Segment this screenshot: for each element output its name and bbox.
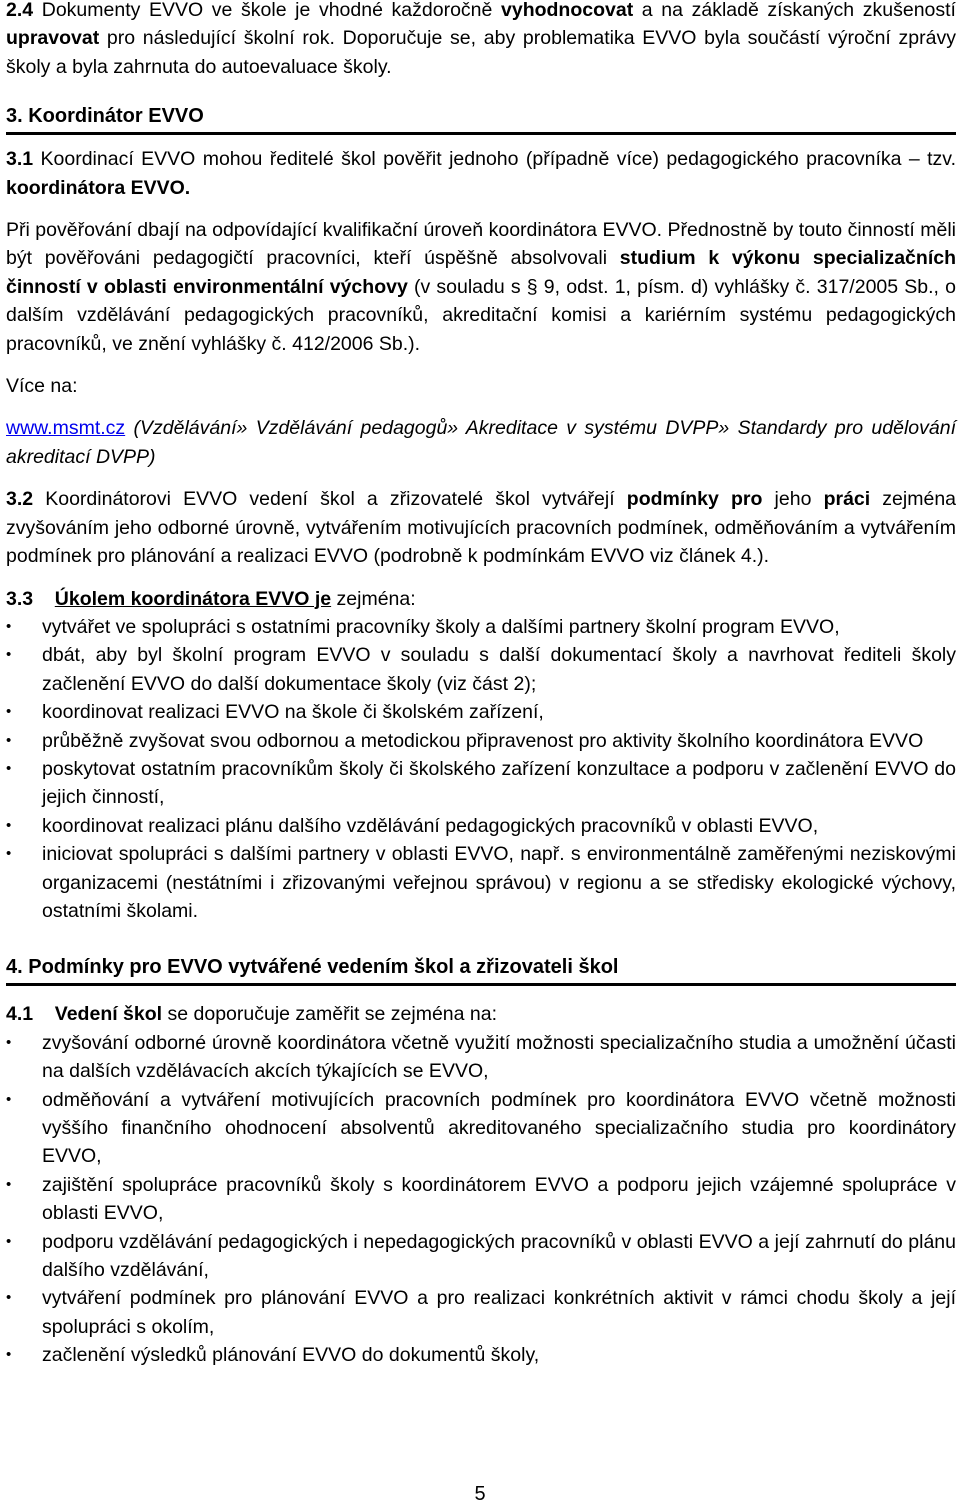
management-list	[6, 1029, 956, 1370]
bullet-icon: •	[6, 1090, 12, 1108]
msmt-link[interactable]: www.msmt.cz	[6, 417, 126, 440]
bullet-icon: •	[6, 1346, 12, 1364]
document-page	[6, 0, 956, 1370]
paragraph-3-2	[6, 485, 956, 570]
list-item	[6, 755, 956, 812]
list-item-text: zvyšování odborné úrovně koordinátora včetně využití možnosti specializačního studia a umožnění účasti na dalších vzdělávacích akcích týkajících se EVVO,	[42, 1031, 956, 1083]
bold-text: práci	[823, 488, 871, 511]
list-item	[6, 1341, 956, 1369]
list-item-text: zajištění spolupráce pracovníků školy s koordinátorem EVVO a podporu jejich vzájemné spolupráce v oblasti EVVO,	[42, 1173, 956, 1225]
text: , o dalším vzdělávání pedagogických pracovníků, akreditační komisi a kariérním systému pedagogických pracovníků, ve znění vyhlášky č. 412/2006 Sb.).	[6, 275, 956, 355]
text: zejména:	[331, 587, 416, 610]
paragraph-3-1	[6, 145, 956, 202]
list-item-text: iniciovat spolupráci s dalšími partnery v oblasti EVVO, např. s environmentálně zaměřenými neziskovými organizacemi (nestátními i zřizovanými veřejnou správou) v regionu a se středisky ekologické výchovy, ostatními školami.	[42, 843, 956, 922]
bullet-icon: •	[6, 816, 12, 834]
bold-text: koordinátora EVVO.	[6, 176, 191, 199]
section-number: 3.3	[6, 587, 34, 610]
bold-text: upravovat	[6, 27, 100, 50]
page-number: 5	[474, 1483, 486, 1505]
list-item	[6, 1228, 956, 1285]
text: se doporučuje zaměřit se zejména na:	[162, 1003, 498, 1026]
section-number: 4.1	[6, 1003, 34, 1026]
bullet-icon: •	[6, 759, 12, 777]
tasks-list	[6, 613, 956, 925]
bold-text: studium k výkonu specializačních činností v oblasti environmentální výchovy	[6, 247, 956, 298]
bullet-icon: •	[6, 703, 12, 721]
section-number: 2.4	[6, 0, 34, 21]
list-item-text: průběžně zvyšovat svou odbornou a metodickou připravenost pro aktivity školního koordinátora EVVO	[42, 729, 924, 752]
text: Dokumenty EVVO ve škole je vhodné každoročně	[33, 0, 501, 21]
text: Koordinací EVVO mohou ředitelé škol pověřit jednoho (případně více) pedagogického pracovníka – tzv.	[33, 148, 956, 171]
list-item	[6, 727, 956, 755]
bold-text: vyhodnocovat	[501, 0, 634, 21]
paragraph-4-1	[6, 1000, 956, 1028]
text: pro následující školní rok. Doporučuje se, aby problematika EVVO byla součástí výroční zprávy školy a byla zahrnuta do autoevaluace školy.	[6, 27, 956, 78]
list-item-text: vytvářet ve spolupráci s ostatními pracovníky školy a dalšími partnery školní program EVVO,	[42, 615, 840, 638]
text: jeho	[762, 488, 824, 511]
text: (v souladu s § 9, odst. 1, písm. d) vyhlášky č. 317/2005 Sb.	[407, 275, 934, 298]
bold-text: podmínky pro	[626, 488, 763, 511]
list-item	[6, 840, 956, 925]
list-item-text: odměňování a vytváření motivujících pracovních podmínek pro koordinátora EVVO včetně možnosti vyššího finančního ohodnocení absolventů akreditovaného specializačního studia pro koordinátory EVVO,	[42, 1088, 956, 1168]
bullet-icon: •	[6, 845, 12, 863]
list-item-text: poskytovat ostatním pracovníkům školy či školského zařízení konzultace a podporu v začlenění EVVO do jejich činností,	[42, 757, 956, 809]
list-item	[6, 1284, 956, 1341]
heading-section-4: 4. Podmínky pro EVVO vytvářené vedením škol a zřizovateli škol	[6, 953, 956, 986]
list-item	[6, 641, 956, 698]
text: Při pověřování dbají na odpovídající kvalifikační úroveň koordinátora EVVO. Přednostně by touto činností měli být pověřováni pedagogičtí pracovníci, kteří úspěšně absolvovali	[6, 219, 956, 270]
text: a na základě získaných zkušeností	[633, 0, 956, 21]
list-item	[6, 698, 956, 726]
bullet-icon: •	[6, 731, 12, 749]
bullet-icon: •	[6, 1289, 12, 1307]
bold-text: Úkolem koordinátora EVVO je	[54, 587, 332, 610]
text: Koordinátorovi EVVO vedení škol a zřizovatelé škol vytvářejí	[33, 488, 627, 511]
bold-text: Vedení škol	[54, 1003, 163, 1026]
list-item-text: podporu vzdělávání pedagogických i nepedagogických pracovníků v oblasti EVVO a její zahrnutí do plánu dalšího vzdělávání,	[42, 1230, 956, 1282]
bullet-icon: •	[6, 1232, 12, 1250]
list-item-text: koordinovat realizaci plánu dalšího vzdělávání pedagogických pracovníků v oblasti EVVO,	[42, 814, 819, 837]
section-number: 3.1	[6, 148, 34, 171]
more-info-label: Více na:	[6, 375, 78, 398]
paragraph-3-3	[6, 585, 956, 613]
list-item-text: vytváření podmínek pro plánování EVVO a pro realizaci konkrétních aktivit v rámci chodu školy a její spolupráci s okolím,	[42, 1287, 956, 1338]
heading-section-3: 3. Koordinátor EVVO	[6, 102, 956, 135]
list-item	[6, 812, 956, 840]
link-path: (Vzdělávání» Vzdělávání pedagogů» Akreditace v systému DVPP» Standardy pro udělování akreditací DVPP)	[6, 417, 956, 468]
list-item	[6, 1029, 956, 1086]
text: zejména zvyšováním jeho odborné úrovně, vytvářením motivujících pracovních podmínek, odměňováním a vytvářením podmínek pro plánování a realizaci EVVO (podrobně k podmínkám EVVO viz článek 4.).	[6, 488, 957, 568]
link-paragraph	[6, 414, 956, 471]
list-item	[6, 1171, 956, 1228]
list-item-text: dbát, aby byl školní program EVVO v souladu s další dokumentací školy a navrhovat řediteli školy začlenění EVVO do další dokumentace školy (viz část 2);	[42, 644, 956, 695]
paragraph-3-1-qualification	[6, 216, 956, 358]
bullet-icon: •	[6, 646, 12, 664]
bullet-icon: •	[6, 1033, 12, 1051]
list-item-text: koordinovat realizaci EVVO na škole či školském zařízení,	[42, 701, 544, 724]
bullet-icon: •	[6, 617, 12, 635]
section-number: 3.2	[6, 488, 34, 511]
list-item	[6, 1086, 956, 1171]
list-item-text: začlenění výsledků plánování EVVO do dokumentů školy,	[42, 1344, 540, 1367]
list-item	[6, 613, 956, 641]
bullet-icon: •	[6, 1175, 12, 1193]
paragraph-2-4	[6, 0, 956, 81]
